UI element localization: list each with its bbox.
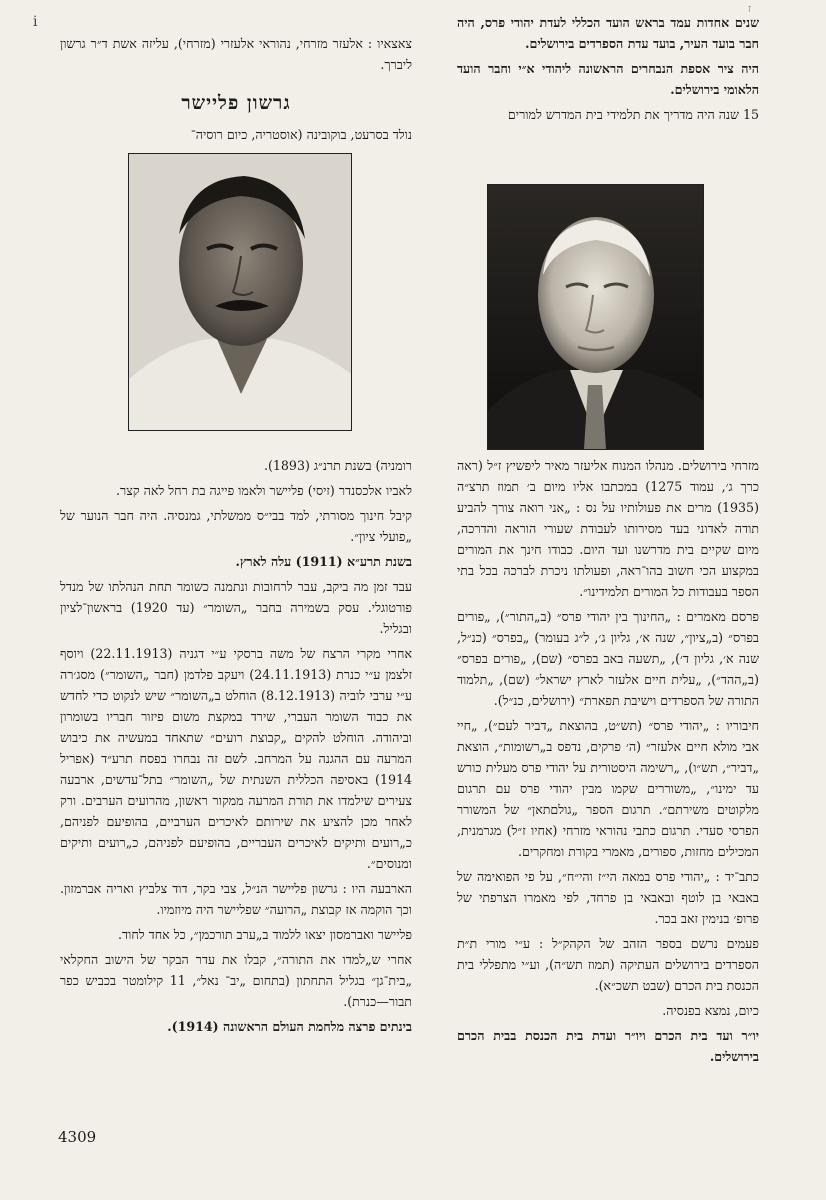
page-number: 4309: [58, 1128, 97, 1146]
paragraph: קיבל חינוך מסורתי, למד בבי״ס ממשלתי, גמנסיה. היה חבר הנוער של „פועלי ציון״.: [60, 508, 412, 544]
left-column-bottom: [60, 455, 412, 1041]
intro-line: נולד בסרעט, בוקובינה (אוסטריה, כיום רוסיה־: [190, 127, 412, 142]
paragraph: רומניה) בשנת תרנ״ג (1893).: [263, 458, 412, 473]
corner-mark: i: [33, 14, 38, 30]
paragraph: שנים אחדות עמד בראש הועד הכללי לעדת יהודי פרס, היה חבר בועד העיר, בועד עדת הספרדים בירושלים.: [457, 15, 759, 51]
portrait-photo-mustached-man: [128, 153, 352, 431]
portrait-image: [488, 185, 703, 449]
paragraph: פרסם מאמרים : „החינוך בין יהודי פרס״ (ב„התור״), „פורים בפרס״ (ב„ציון״, שנה א׳, גליון ג׳, ל״ג בעומר) „בפרס״ (כנ״ל, שנה א׳, גליון ד׳), „תשעה באב בפרס״ (שם), „פורים בפרס״ (ב„ההד״), „עלית חיים אלעזר לארץ ישראל״ (שם), „תלמוד התורה של הספרדים וישיבת תפארת״ (ירושלים, כנ״ל).: [457, 609, 759, 708]
paragraph: חיבוריו : „יהודי פרס״ (תש״ט, בהוצאת „דביר לעם״), „חיי אבי מולא חיים אלעזר״ (ה׳ פרקים, נדפס ב„רשומות״, הוצאת „דביר״, תש״ו), „רשימה היסטורית על יהודי פרס מעלית כורש עד ימינו״, „משוררים שקמו מבין יהודי פרס עם תרגום מלקוטים משירתם״. תרגום הספר „גולםתאן״ של המשורר הפרסי סעדי. תרגום כתבי נהוראי מזרחי (אחיו ז״ל) מגרמנית, המכילים מחזות, ספורים, מאמרי בקורת ומחקרים.: [457, 718, 759, 859]
paragraph: פליישר ואברמסון יצאו ללמוד ב„ערב תורכמן״, כל אחד לחוד.: [118, 927, 412, 942]
portrait-photo-elderly-man: [487, 184, 704, 450]
descendants-paragraph: צאצאיו : אלעזר מזרחי, נהוראי אלעזרי (מזרחי), עליזה אשת ד״ר גרשון ליברך.: [60, 36, 412, 72]
paragraph: 15 שנה היה מדריך את תלמידי בית המדרש למורים: [507, 107, 759, 122]
left-intro: [60, 124, 412, 149]
paragraph: בינתים פרצה מלחמת העולם הראשונה (1914).: [167, 1019, 412, 1034]
top-mark: ז: [748, 2, 752, 15]
paragraph: כיום, נמצא בפנסיה.: [662, 1003, 759, 1018]
left-column-top: [60, 33, 412, 79]
paragraph: מזרחי בירושלים. מנהלו המנוח אליעזר מאיר ליפשיץ ז״ל (ראה כרך ג׳, עמוד 1275) במכתבו אליו מיום ב׳ תמוז תרצ״ה (1935) מרים את פעולותיו על נס : „אני רואה צורך להביע תודה לאדוני בעד מסירותו לעבודת שעורי הוראה והדרכה, מיום שקיים בית מדרשנו ועד היום. כבודו חינך את המורים במקצוע הכי חשוב בהו־ראה, ופעולתו ניכרת לברכה בכל בתי הספר בעבודות כל המורים תלמידינו״.: [457, 458, 759, 599]
article-heading: גרשון פליישר: [181, 92, 291, 114]
paragraph: יו״ר ועד בית הכרם ויו״ר ועדת בית הכנסת בבית הכרם בירושלים.: [457, 1028, 759, 1064]
paragraph: הארבעה היו : גרשון פליישר הנ״ל, צבי בקר, דוד צלביץ ואריה אברמזון. וכך הוקמה אז קבוצת „הרועה״ שפליישר היה מיוזמיו.: [60, 881, 412, 917]
portrait-image: [129, 154, 351, 430]
paragraph: אחרי ש„למדו את התורה״, קבלו את עדר הבקר של הישוב החקלאי „בית־גן״ בגליל התחתון (בתחום „יב־ נאל״, 11 קילומטר בכביש כפר תבור—כנרת).: [60, 952, 412, 1009]
paragraph: אחרי מקרי הרצח של משה ברסקי ע״י דגניה (22.11.1913) ויוסף זלצמן ע״י כנרת (24.11.1913) ויעקב פלדמן (חבר „השומר״) מסג׳רה ע״י ערבי לוביה (8.12.1913) הוחלט ב„השומר״ שיש לנקוט כדי לחדש את כבוד השומר העברי, שירד במקצת משום פיזור חבריו בשומרון וביהודה. הוחלט להקים „קבוצת רועים״ שתאחד במעשיה את כיבוש המרעה עם ההגנה על המרחב. לשם זה נבחרו בפסח תרע״ד (אפריל 1914) באסיפה הכללית השנתית של „השומר״ בתל־עדשים, ארבעה צעירים שילמדו את תורת המרעה ממקור ראשון, מהרועים הערבים. ורק לאחר מכן להציע את שירותם לאיכרים הערביים, בהופיעם לפניהם, כ„רועים ותיקים לאיכרים העבריים, בהופיעם לפניהם, כ„רועים ותיקים ומנוסים״.: [60, 646, 413, 871]
paragraph: בשנת תרע״א (1911) עלה לארץ.: [235, 554, 412, 569]
paragraph: לאביו אלכסנדר (זיסי) פליישר ולאמו פייגה בת רחל לאה קצר.: [116, 483, 412, 498]
right-column-bottom: [457, 455, 759, 1071]
paragraph: כתב־יד : „יהודי פרס במאה הי״ז והי״ח״, על פי הפואימה של באבאי בן לוטף ובאבאי בן פרחד, לפי מאמרו הצרפתי של פרופ׳ בנימין זאב בכר.: [457, 869, 759, 926]
paragraph: היה ציר אספת הנבחרים הראשונה ליהודי א״י וחבר הועד הלאומי בירושלים.: [457, 61, 759, 97]
paragraph: פעמים נרשם בספר הזהב של הקהק״ל : ע״י מורי ת״ת הספרדים בירושלים העתיקה (תמוז תש״ה), וע״י מתפללי בית הכנסת בית הכרם (שבט תשכ״א).: [457, 936, 759, 993]
right-column-top: [457, 12, 759, 129]
paragraph: עבד זמן מה ביקב, עבר לרחובות ונתמנה כשומר תחת הנהלתו של מנדל פורטוגלי. עסק בשמירה בחבר „השומר״ (עד 1920) בראשון־לציון ובגליל.: [60, 579, 412, 636]
